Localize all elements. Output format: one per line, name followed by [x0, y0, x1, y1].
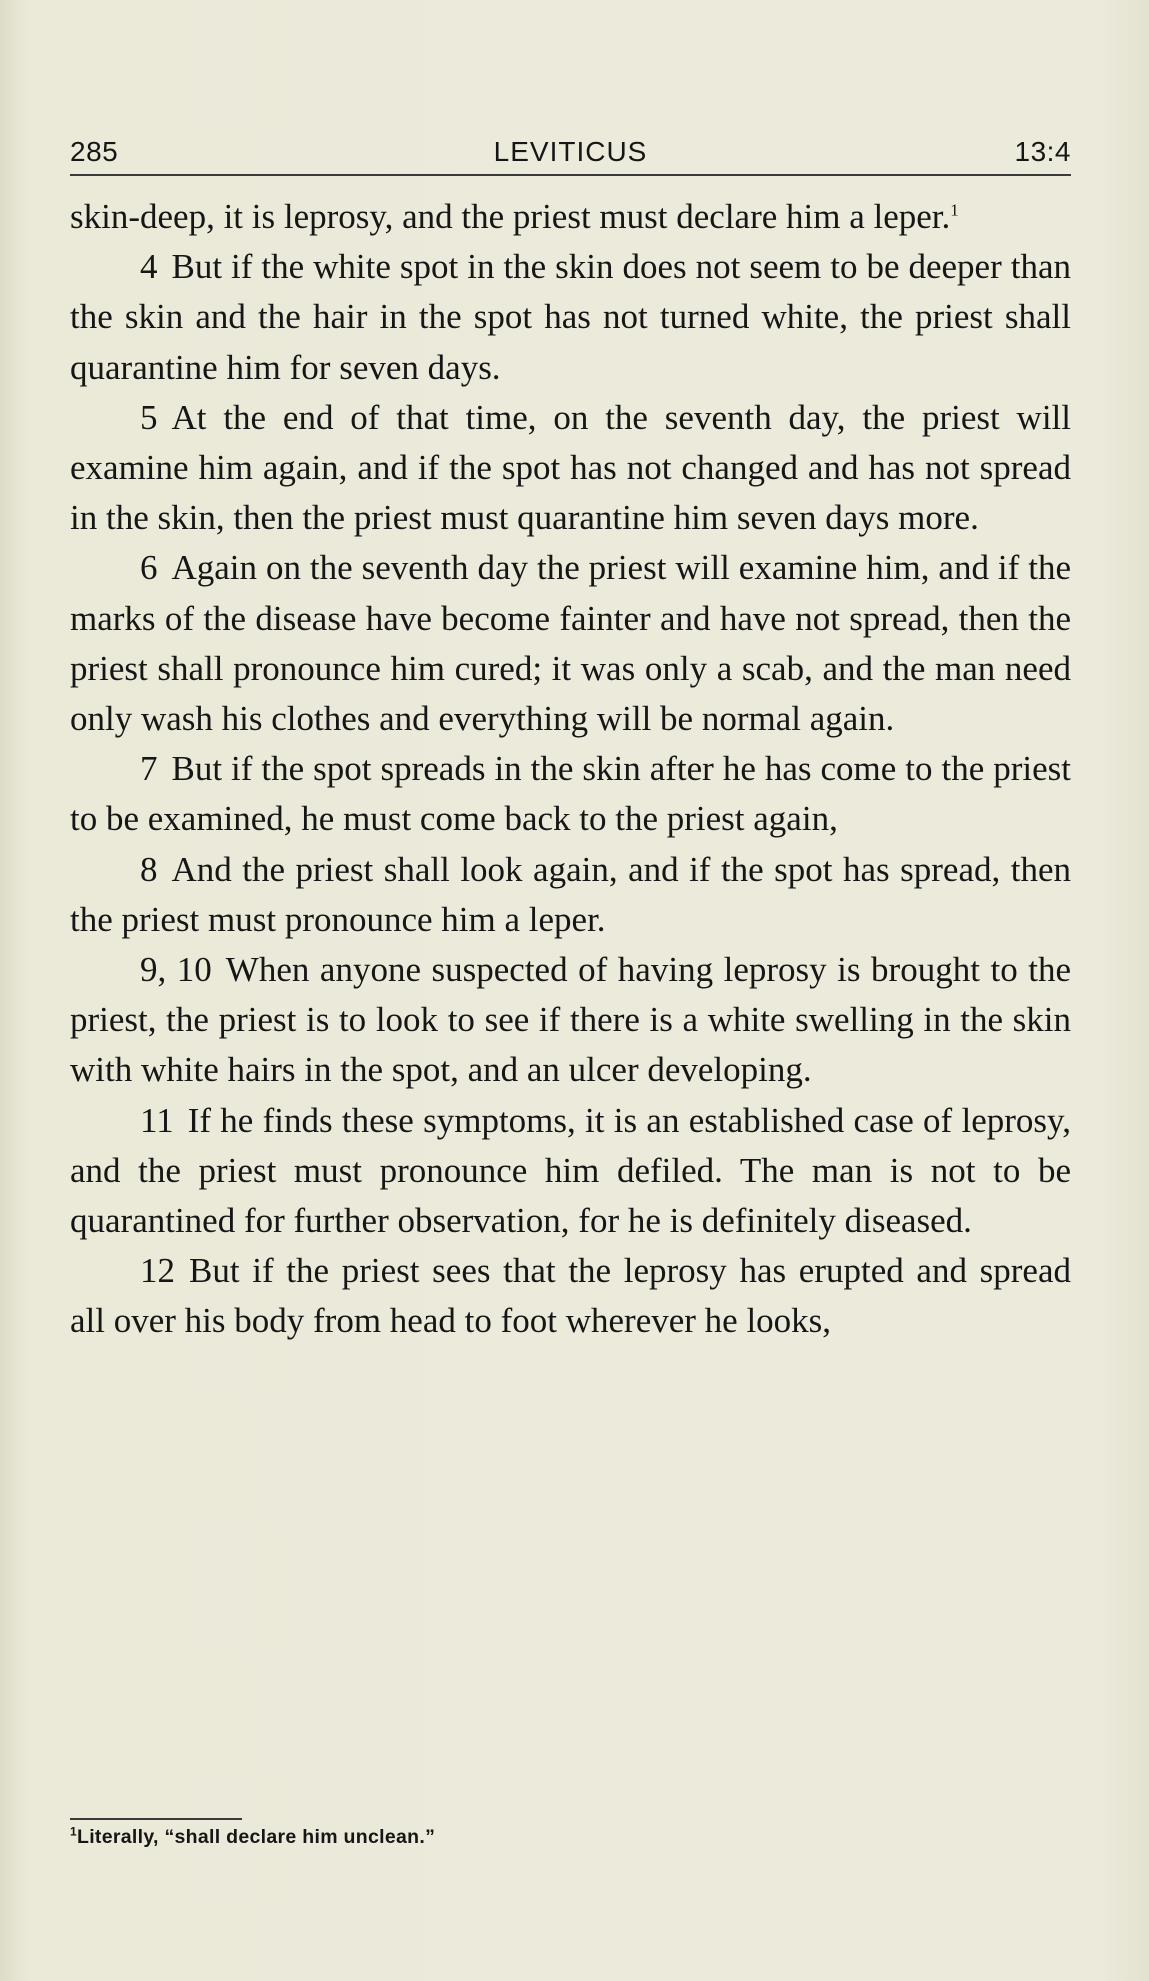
verse-7: [70, 744, 1071, 844]
verse-text: And the priest shall look again, and if the spot has spread, then the priest must pronounce him a leper.: [70, 849, 1071, 939]
verse-number: 5: [140, 397, 158, 437]
verse-5: [70, 393, 1071, 544]
verse-8: [70, 845, 1071, 945]
verse-12: [70, 1246, 1071, 1346]
verse-number: 11: [140, 1100, 174, 1140]
verse-6: [70, 543, 1071, 744]
text-body: [70, 192, 1071, 1347]
verse-text: But if the spot spreads in the skin after he has come to the priest to be examined, he must come back to the priest again,: [70, 749, 1071, 839]
footnote-reference: 1: [950, 200, 959, 220]
verse-text: But if the white spot in the skin does not seem to be deeper than the skin and the hair in the spot has not turned white, the priest shall quarantine him for seven days.: [70, 247, 1071, 387]
continuation-paragraph: [70, 192, 1071, 242]
verse-text: Again on the seventh day the priest will examine him, and if the marks of the disease have become fainter and have not spread, then the priest shall pronounce him cured; it was only a scab, and the man need only wash his clothes and everything will be normal again.: [70, 548, 1071, 739]
verse-text: When anyone suspected of having leprosy is brought to the priest, the priest is to look to see if there is a white swelling in the skin with white hairs in the spot, and an ulcer developing.: [70, 950, 1071, 1090]
verse-4: [70, 242, 1071, 393]
verse-11: [70, 1096, 1071, 1247]
footnote-divider: [70, 1818, 242, 1820]
verse-text: If he finds these symptoms, it is an established case of leprosy, and the priest must pronounce him defiled. The man is not to be quarantined for further observation, for he is definitely diseased.: [70, 1100, 1071, 1241]
verse-number: 12: [140, 1251, 175, 1291]
verse-text: But if the priest sees that the leprosy has erupted and spread all over his body from head to foot wherever he looks,: [70, 1251, 1071, 1341]
running-header: [70, 130, 1071, 176]
verse-number: 7: [140, 749, 158, 789]
verse-text: At the end of that time, on the seventh day, the priest will examine him again, and if the spot has not changed and has not spread in the skin, then the priest must quarantine him seven days more.: [70, 397, 1071, 538]
continuation-text: skin-deep, it is leprosy, and the priest must declare him a leper.: [70, 197, 951, 236]
footnote-mark: 1: [70, 1824, 77, 1839]
verse-9-10: [70, 945, 1071, 1096]
footnote-text: Literally, “shall declare him unclean.”: [76, 1826, 436, 1848]
verse-number: 4: [140, 247, 158, 287]
page-number: 285: [70, 136, 119, 167]
verse-number: 9, 10: [140, 950, 212, 990]
chapter-verse-reference: 13:4: [1014, 136, 1071, 167]
verse-number: 6: [140, 548, 158, 588]
verse-number: 8: [140, 849, 158, 889]
book-title: LEVITICUS: [493, 136, 648, 167]
footnote: [70, 1826, 1071, 1849]
